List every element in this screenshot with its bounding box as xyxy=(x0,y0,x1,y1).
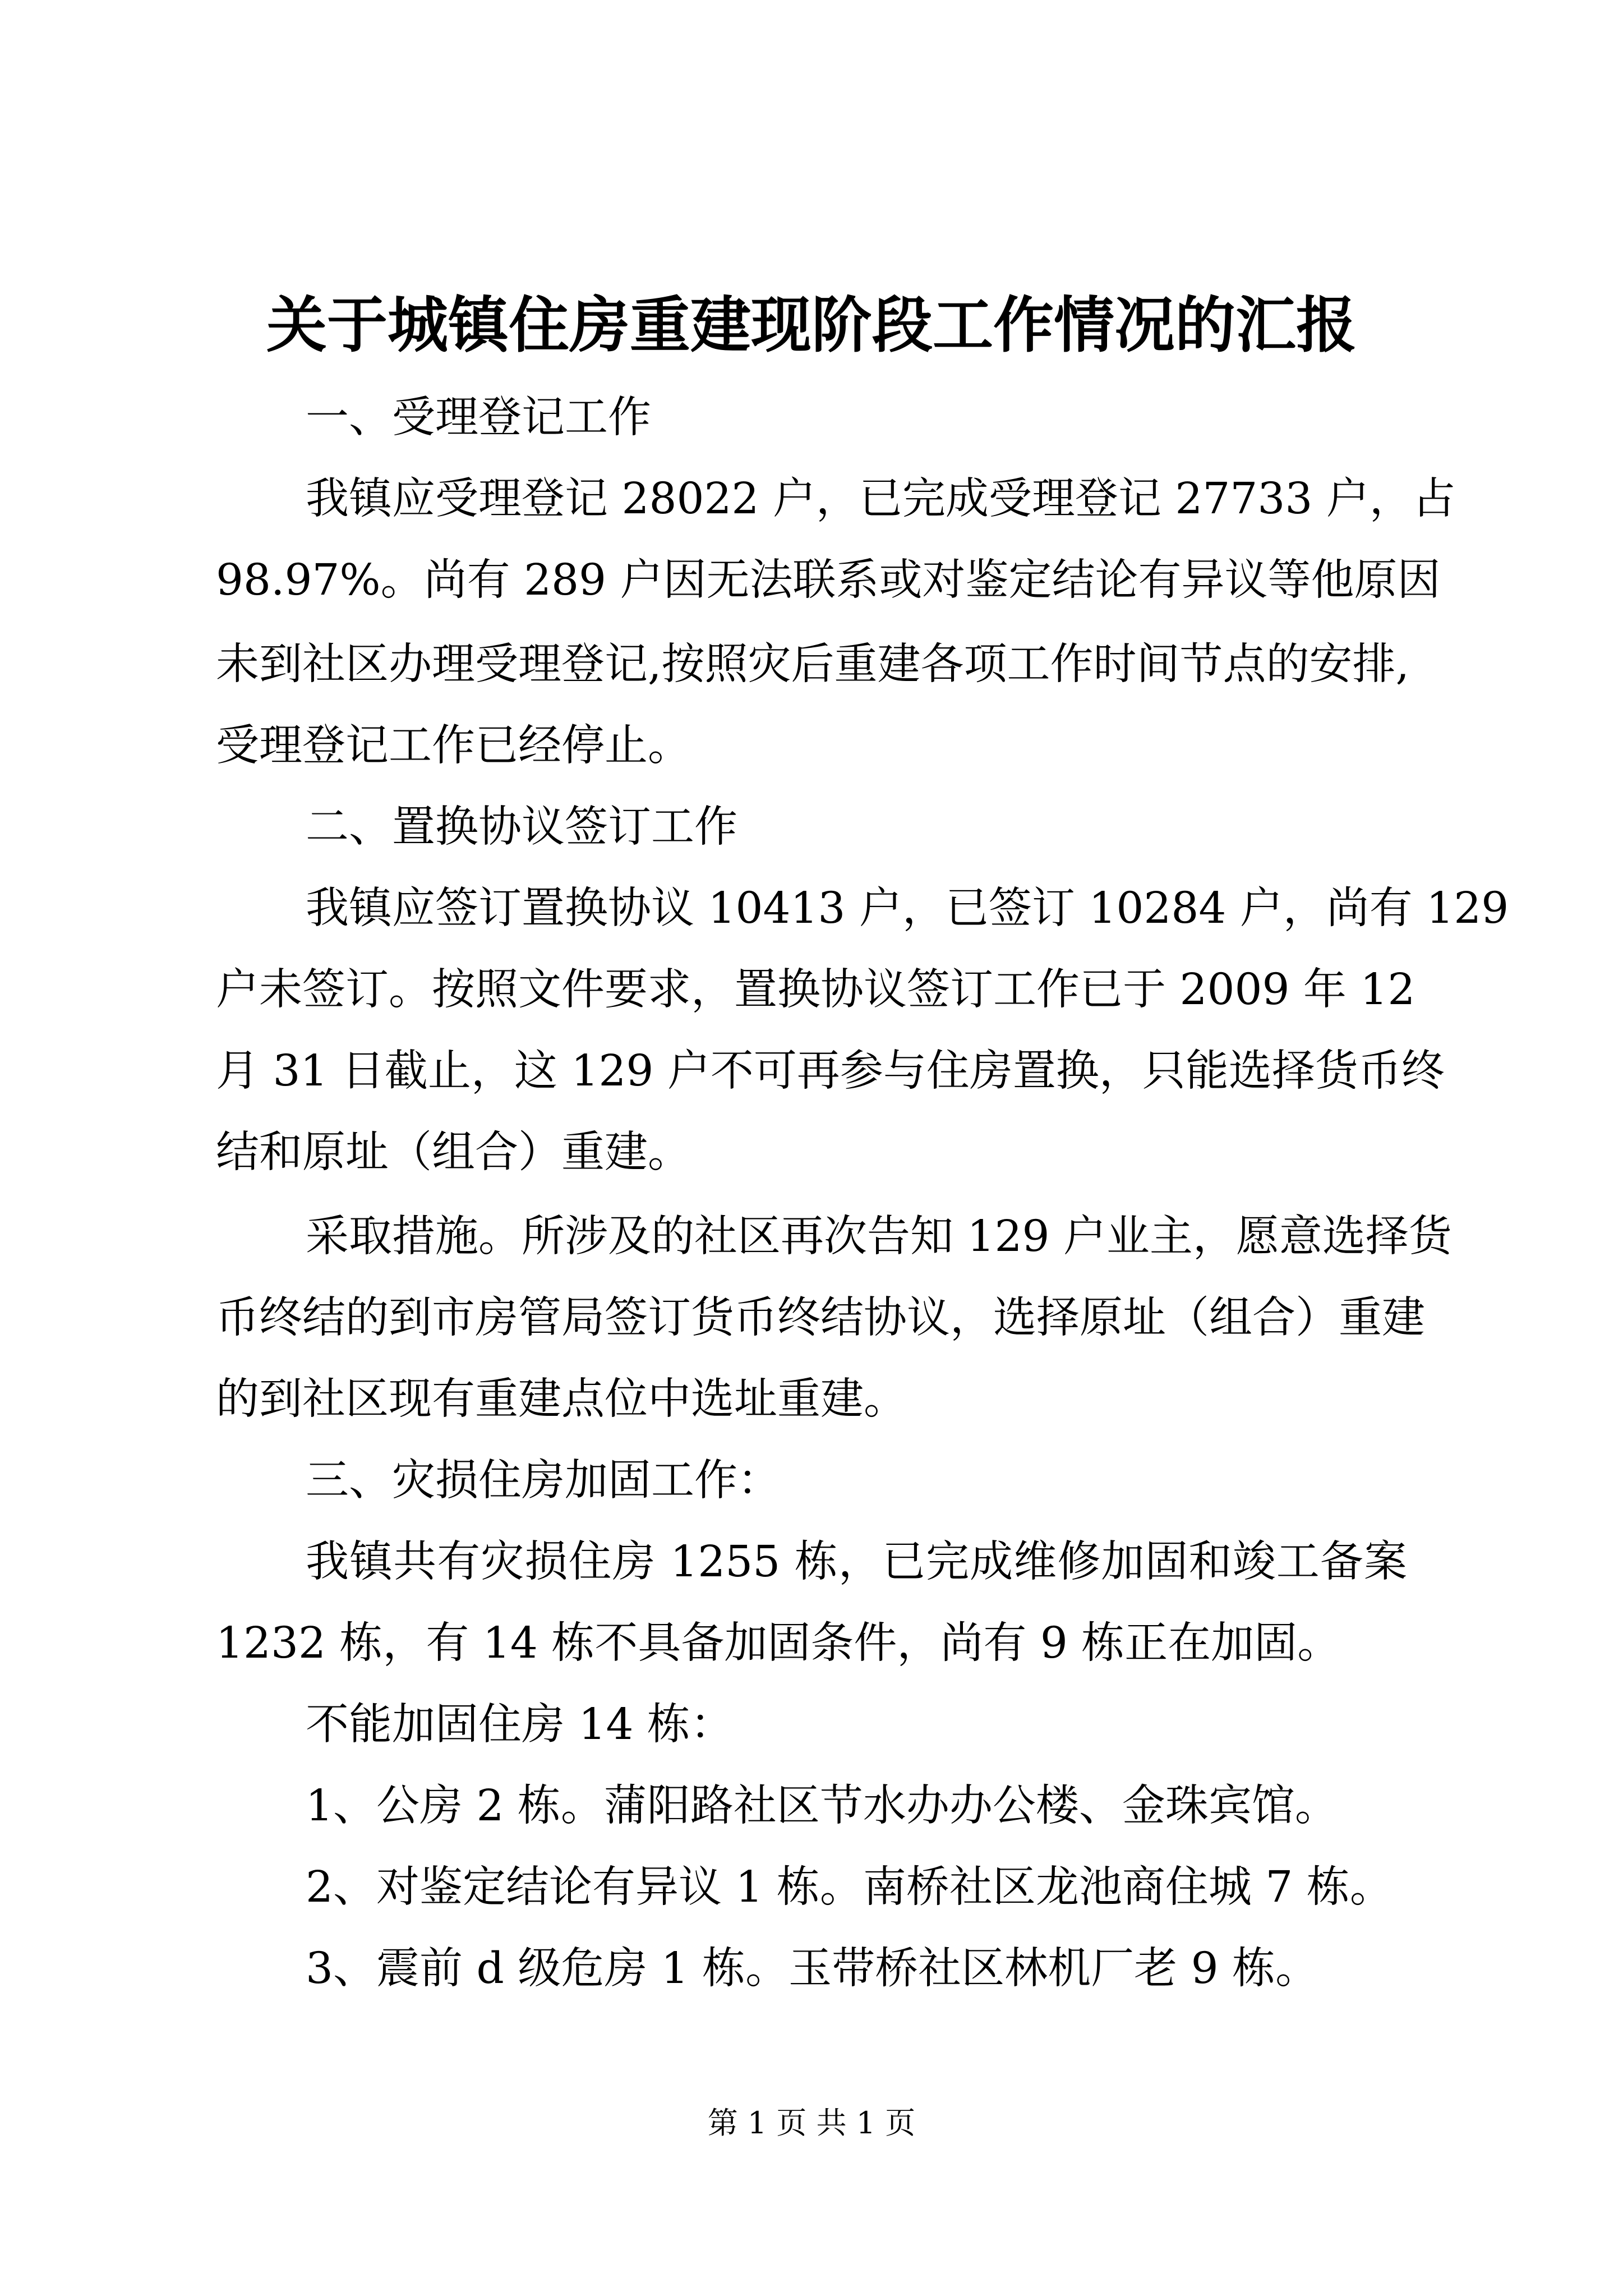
body-line: 1232 栋，有 14 栋不具备加固条件，尚有 9 栋正在加固。 xyxy=(216,1618,1341,1668)
body-line: 未到社区办理受理登记,按照灾后重建各项工作时间节点的安排, xyxy=(216,639,1409,689)
page-footer: 第 1 页 共 1 页 xyxy=(707,2105,916,2141)
body-line: 月 31 日截止，这 129 户不可再参与住房置换，只能选择货币终 xyxy=(216,1046,1445,1096)
list-item: 1、公房 2 栋。蒲阳路社区节水办办公楼、金珠宾馆。 xyxy=(306,1781,1338,1831)
body-line: 户未签订。按照文件要求，置换协议签订工作已于 2009 年 12 xyxy=(216,965,1415,1015)
body-line: 的到社区现有重建点位中选址重建。 xyxy=(216,1374,907,1424)
body-line: 结和原址（组合）重建。 xyxy=(216,1128,691,1177)
section-heading-2: 二、置换协议签订工作 xyxy=(306,802,737,852)
body-line: 我镇应签订置换协议 10413 户，已签订 10284 户，尚有 129 xyxy=(306,884,1509,933)
section-heading-3: 三、灾损住房加固工作： xyxy=(306,1456,781,1506)
body-line: 我镇共有灾损住房 1255 栋，已完成维修加固和竣工备案 xyxy=(306,1537,1407,1587)
list-item: 3、震前 d 级危房 1 栋。玉带桥社区林机厂老 9 栋。 xyxy=(306,1944,1319,1994)
body-line: 币终结的到市房管局签订货币终结协议，选择原址（组合）重建 xyxy=(216,1293,1425,1343)
list-item: 2、对鉴定结论有异议 1 栋。南桥社区龙池商住城 7 栋。 xyxy=(306,1862,1393,1912)
body-line: 采取措施。所涉及的社区再次告知 129 户业主，愿意选择货 xyxy=(306,1212,1452,1262)
body-line: 受理登记工作已经停止。 xyxy=(216,721,691,771)
body-line: 我镇应受理登记 28022 户，已完成受理登记 27733 户，占 xyxy=(306,474,1456,524)
body-line: 不能加固住房 14 栋： xyxy=(306,1700,734,1750)
body-line: 98.97%。尚有 289 户因无法联系或对鉴定结论有异议等他原因 xyxy=(216,555,1441,605)
section-heading-1: 一、受理登记工作 xyxy=(306,393,651,443)
document-title: 关于城镇住房重建现阶段工作情况的汇报 xyxy=(266,290,1357,361)
